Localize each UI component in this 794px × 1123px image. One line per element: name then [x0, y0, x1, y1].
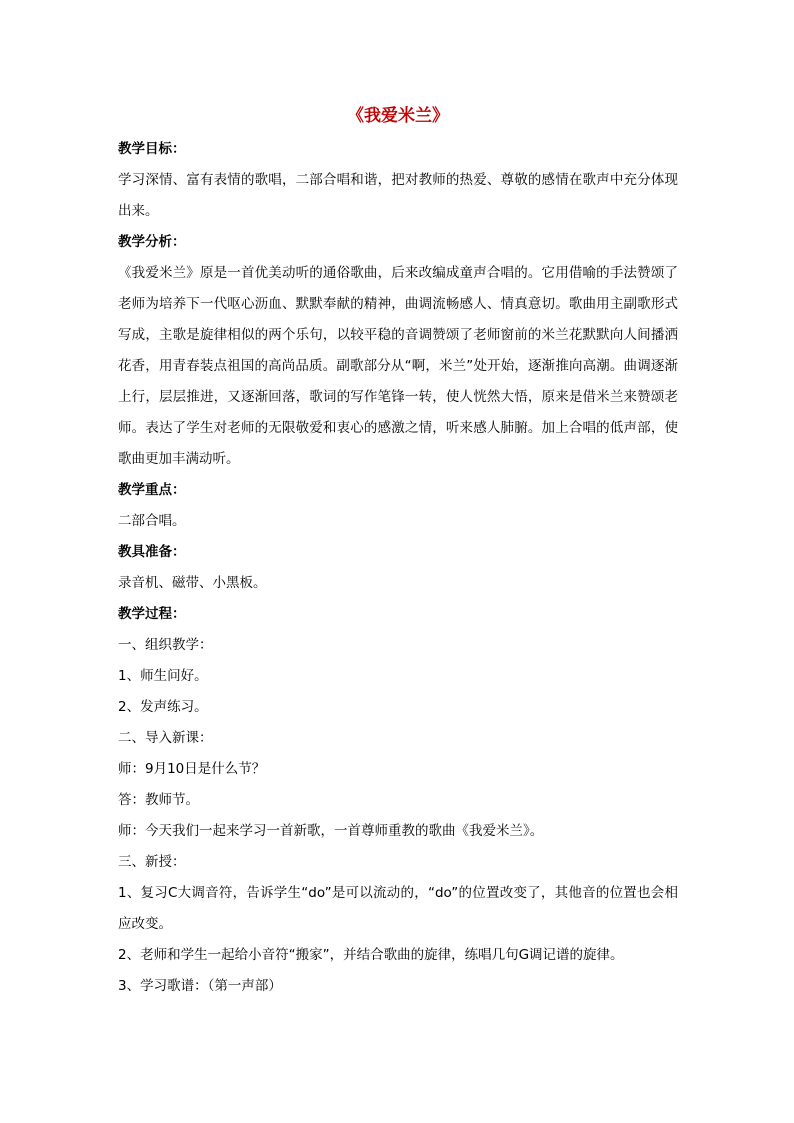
tools-heading: 教具准备： [118, 544, 186, 560]
goal-heading: 教学目标： [118, 141, 186, 157]
analysis-text: 《我爱米兰》原是一首优美动听的通俗歌曲，后来改编成童声合唱的。它用借喻的手法赞颂了老师为培养下一代呕心沥血、默默奉献的精神，曲调流畅感人、情真意切。歌曲用主副歌形式写成，主歌是旋律相似的两个乐句，以较平稳的音调赞颂了老师窗前的米兰花默默向人间播洒花香，用青春装点祖国的高尚品质。副歌部分从“啊，米兰”处开始，逐渐推向高潮。曲调逐渐上行，层层推进，又逐渐回落，歌词的写作笔锋一转，使人恍然大悟，原来是借米兰来赞颂老师。表达了学生对老师的无限敬爱和衷心的感激之情，听来感人肺腑。加上合唱的低声部，使歌曲更加丰满动听。 [118, 265, 678, 467]
document-title: 《我爱米兰》 [347, 106, 449, 126]
goal-text: 学习深情、富有表情的歌唱，二部合唱和谐，把对教师的热爱、尊敬的感情在歌声中充分体现出来。 [118, 172, 678, 219]
key-text: 二部合唱。 [118, 513, 186, 529]
process-line: 3、学习歌谱：（第一声部） [118, 978, 282, 994]
key-heading: 教学重点： [118, 482, 186, 498]
process-line: 师：9月10日是什么节？ [118, 761, 266, 777]
process-line: 师：今天我们一起来学习一首新歌，一首尊师重教的歌曲《我爱米兰》。 [118, 823, 544, 839]
document-page [118, 104, 678, 1002]
analysis-heading: 教学分析： [118, 234, 186, 250]
process-line: 三、新授： [118, 854, 186, 870]
process-heading: 教学过程： [118, 606, 186, 622]
process-line: 2、老师和学生一起给小音符“搬家”，并结合歌曲的旋律，练唱几句G调记谱的旋律。 [118, 947, 624, 963]
process-line: 1、师生问好。 [118, 668, 208, 684]
tools-text: 录音机、磁带、小黑板。 [118, 575, 267, 591]
process-line: 1、复习C大调音符，告诉学生“do”是可以流动的，“do”的位置改变了，其他音的位置也会相应改变。 [118, 885, 678, 932]
process-line: 一、组织教学： [118, 637, 213, 653]
process-line: 二、导入新课： [118, 730, 213, 746]
process-line: 2、发声练习。 [118, 699, 208, 715]
process-line: 答：教师节。 [118, 792, 199, 808]
